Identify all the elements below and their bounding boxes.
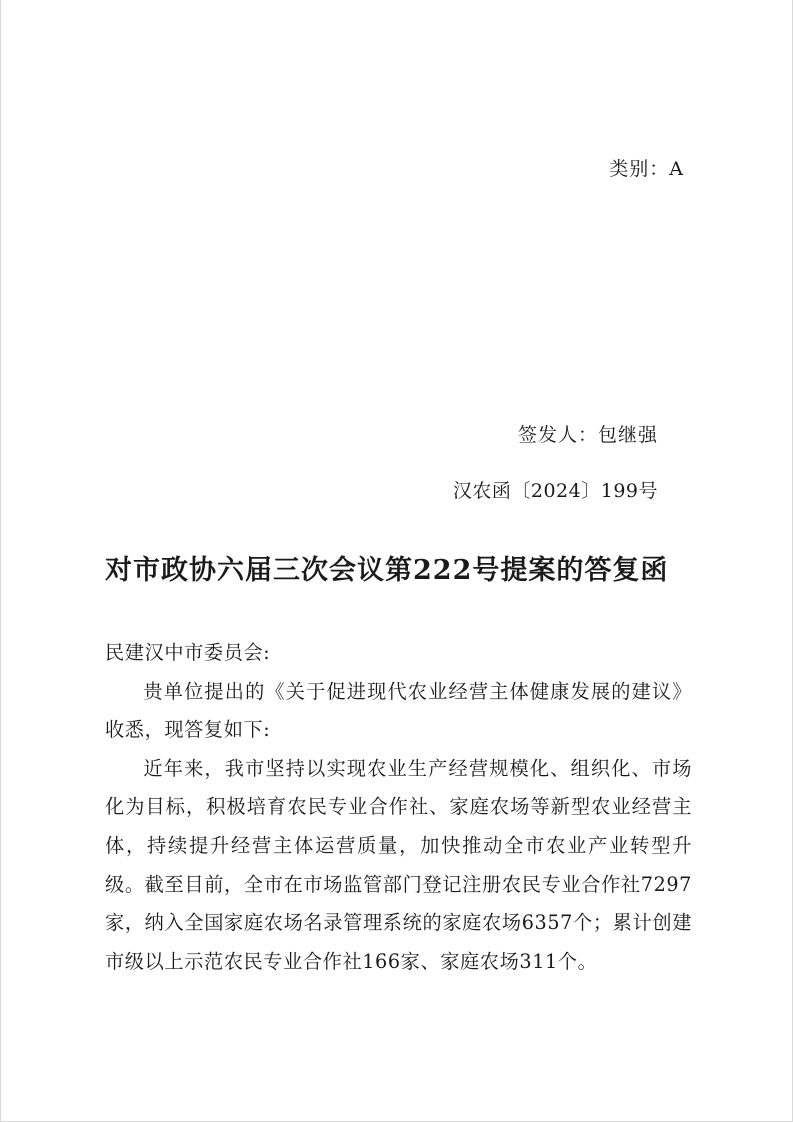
salutation: 民建汉中市委员会: [105,641,271,664]
paragraph-overview: 近年来，我市坚持以实现农业生产经营规模化、组织化、市场化为目标，积极培育农民专业合作社、家庭农场等新型农业经营主体，持续提升经营主体运营质量，加快推动全市农业产业转型升级。截至目前，全市在市场监管部门登记注册农民专业合作社7297家，纳入全国家庭农场名录管理系统的家庭农场6357个；累计创建市级以上示范农民专业合作社166家、家庭农场311个。 [105,756,692,973]
document-title: 对市政协六届三次会议第222号提案的答复函 [105,555,669,586]
document-body [105,634,692,981]
document-number: 汉农函〔2024〕199号 [452,480,658,502]
paragraph-intro: 贵单位提出的《关于促进现代农业经营主体健康发展的建议》收悉，现答复如下: [105,679,692,742]
signer-label: 签发人：包继强 [517,424,658,446]
category-label: 类别：A [609,158,684,180]
